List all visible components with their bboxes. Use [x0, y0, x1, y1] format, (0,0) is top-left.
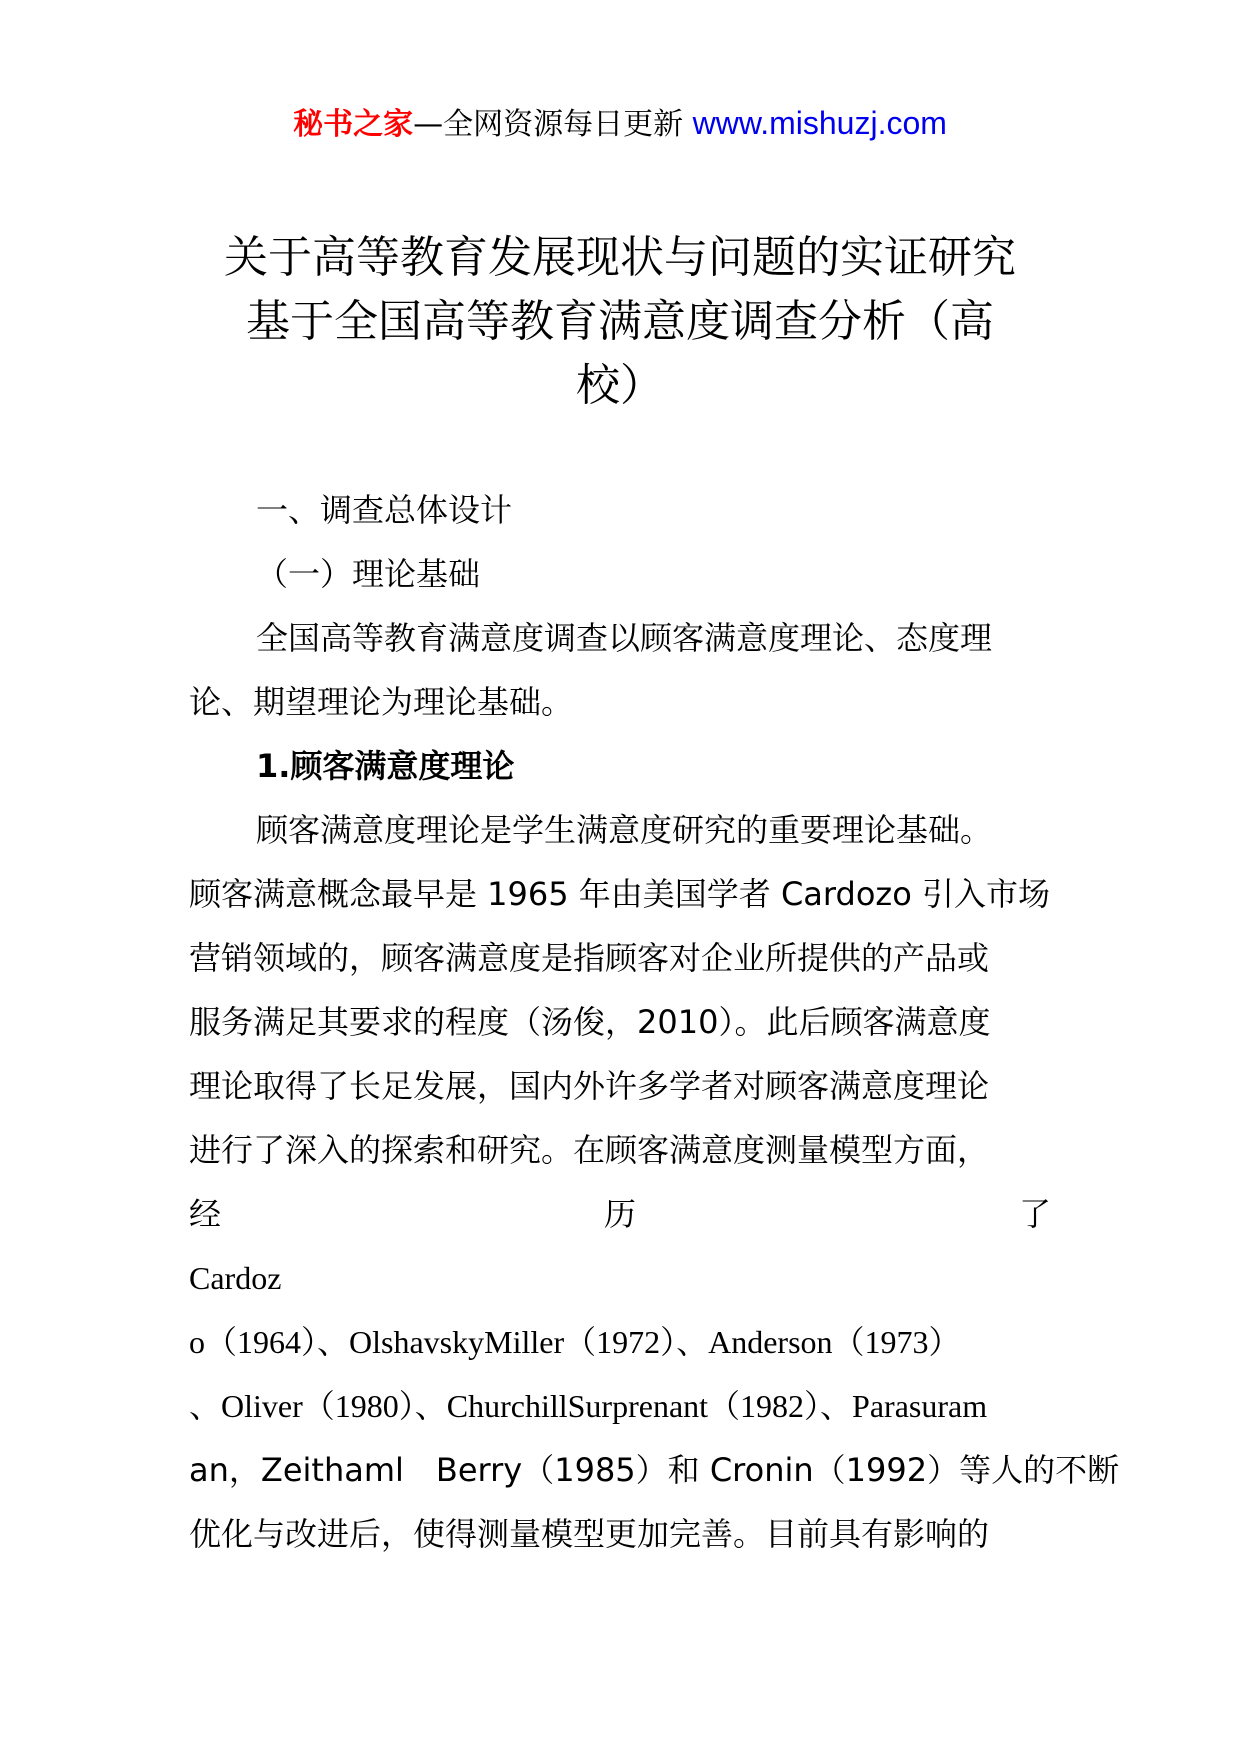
spread-char: 历: [603, 1195, 636, 1233]
paragraph-line: 理论取得了长足发展，国内外许多学者对顾客满意度理论: [189, 1067, 990, 1105]
title-line-2: 基于全国高等教育满意度调查分析（高: [246, 296, 994, 347]
topic-heading: 1.顾客满意度理论: [256, 747, 515, 785]
paragraph-line: Cardoz: [189, 1260, 282, 1296]
paragraph-line: 服务满足其要求的程度（汤俊，2010）。此后顾客满意度: [189, 1003, 991, 1041]
spread-char: 了: [1018, 1195, 1051, 1233]
header-slogan: —全网资源每日更新: [413, 107, 684, 142]
paragraph-line-spread: [189, 1190, 1051, 1238]
paragraph-line: o（1964）、OlshavskyMiller（1972）、Anderson（1973）: [189, 1324, 961, 1360]
section-heading: 一、调查总体设计: [256, 491, 513, 529]
subsection-heading: （一）理论基础: [256, 555, 481, 593]
paragraph-line: an，Zeithaml Berry（1985）和 Cronin（1992）等人的不断: [189, 1451, 1120, 1489]
paragraph-line: 顾客满意概念最早是 1965 年由美国学者 Cardozo 引入市场: [189, 875, 1050, 913]
title-line-3: 校）: [576, 360, 664, 411]
paragraph-line: 顾客满意度理论是学生满意度研究的重要理论基础。: [256, 811, 993, 849]
header-url-link[interactable]: www.mishuzj.com: [692, 105, 947, 141]
paragraph-line: 论、期望理论为理论基础。: [189, 683, 574, 721]
paragraph-line: 全国高等教育满意度调查以顾客满意度理论、态度理: [256, 619, 993, 657]
paragraph-line: 优化与改进后，使得测量模型更加完善。目前具有影响的: [189, 1515, 990, 1553]
title-line-1: 关于高等教育发展现状与问题的实证研究: [224, 232, 1016, 283]
brand-name: 秘书之家: [293, 107, 414, 142]
paragraph-line: 、Oliver（1980）、ChurchillSurprenant（1982）、Parasuram: [189, 1388, 988, 1424]
spread-char: 经: [189, 1195, 222, 1233]
paragraph-line: 营销领域的，顾客满意度是指顾客对企业所提供的产品或: [189, 939, 990, 977]
site-header: [0, 98, 1240, 150]
paragraph-line: 进行了深入的探索和研究。在顾客满意度测量模型方面，: [189, 1131, 990, 1169]
document-title: [200, 226, 1040, 418]
